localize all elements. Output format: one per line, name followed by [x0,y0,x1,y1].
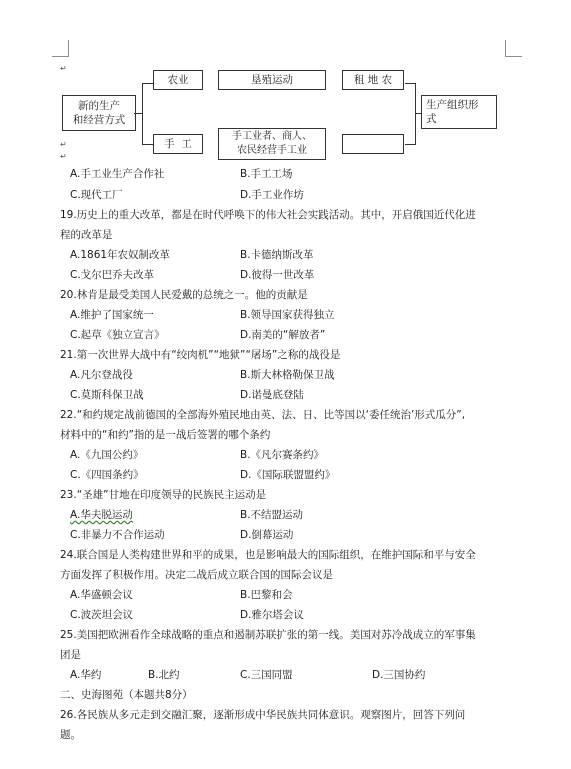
option-b: B.斯大林格勒保卫战 [240,369,335,381]
question-stem: 23.“圣雄”甘地在印度领导的民族民主运动是 [60,489,267,501]
question-stem: 题。 [60,729,81,741]
option-b: B.北约 [148,669,180,681]
diagram-top-item-3: 租 地 农 [342,70,404,90]
paragraph-mark: ↵ [60,152,67,161]
option-a: A.维护了国家统一 [70,309,154,321]
option-a: A.华夫脱运动 [70,509,133,521]
option-d: D.三国协约 [372,669,426,681]
crop-mark-top-right [505,40,522,57]
option-c: C.《四国条约》 [70,469,144,481]
diagram-brace-left [142,83,153,145]
option-c: C.莫斯科保卫战 [70,389,144,401]
q18-option-c: C.现代工厂 [70,189,123,201]
question-stem: 团是 [60,649,81,661]
option-a: A.《九国公约》 [70,449,144,461]
paragraph-mark: ↵ [60,140,67,149]
question-stem: 26.各民族从多元走到交融汇聚，逐渐形成中华民族共同体意识。观察图片，回答下列问 [60,709,466,721]
question-stem: 20.林肯是最受美国人民爱戴的总统之一。他的贡献是 [60,289,308,301]
option-a: A.华约 [70,669,102,681]
paragraph-mark: ↵ [60,64,67,73]
option-a: A.凡尔登战役 [70,369,133,381]
option-d: D.《国际联盟盟约》 [240,469,336,481]
diagram-brace-right [405,83,416,145]
question-stem: 程的改革是 [60,229,113,241]
option-c: C.非暴力不合作运动 [70,529,165,541]
option-b: B.领导国家获得独立 [240,309,335,321]
option-d: D.倒幕运动 [240,529,294,541]
diagram-bottom-item-2: 手工业者、商人、 农民经营手工业 [218,128,326,160]
diagram-bottom-item-1: 手 工 [153,134,203,154]
crop-mark-top-left [52,40,69,57]
option-c: C.三国同盟 [240,669,293,681]
question-stem: 25.美国把欧洲看作全球战略的重点和遏制苏联扩张的第一线。美国对苏冷战成立的军事集 [60,629,476,641]
option-c: C.戈尔巴乔夫改革 [70,269,155,281]
q18-option-b: B.手工工场 [240,168,293,180]
option-a: A.华盛顿会议 [70,589,133,601]
diagram-top-item-1: 农业 [153,70,203,90]
option-d: D.雅尔塔会议 [240,609,304,621]
section-title: 二、史海图苑（本题共8分） [60,689,193,701]
question-stem: 21.第一次世界大战中有“绞肉机”“地狱”“屠场”之称的战役是 [60,349,341,361]
option-c: C.波茨坦会议 [70,609,134,621]
option-b: B.《凡尔赛条约》 [240,449,325,461]
option-d: D.南美的“解放者” [240,329,326,341]
option-b: B.巴黎和会 [240,589,293,601]
question-stem: 24.联合国是人类构建世界和平的成果，也是影响最大的国际组织，在维护国际和平与安全 [60,549,476,561]
option-c: C.起草《独立宣言》 [70,329,165,341]
option-d: D.彼得一世改革 [240,269,315,281]
question-stem: 19.历史上的重大改革，都是在时代呼唤下的伟大社会实践活动。其中，开启俄国近代化进 [60,209,476,221]
option-a: A.1861年农奴制改革 [70,249,171,261]
diagram-bottom-item-3 [342,134,404,154]
q18-option-d: D.手工业作坊 [240,189,304,201]
option-b: B.不结盟运动 [240,509,304,521]
q18-option-a: A.手工业生产合作社 [70,168,165,180]
question-stem: 22.“和约规定战前德国的全部海外殖民地由英、法、日、比等国以‘委任统治’形式瓜分”, [60,409,466,421]
option-b: B.卡德纳斯改革 [240,249,314,261]
question-stem: 方面发挥了积极作用。决定二战后成立联合国的国际会议是 [60,569,333,581]
diagram-right-box: 生产组织形 式 [421,95,497,129]
diagram-left-box: 新的生产 和经营方式 [62,95,136,131]
option-d: D.诺曼底登陆 [240,389,304,401]
question-stem: 材料中的“和约”指的是一战后签署的哪个条约 [60,429,271,441]
diagram-top-item-2: 垦殖运动 [218,70,326,90]
diagram-brace-left-tick [134,113,142,114]
